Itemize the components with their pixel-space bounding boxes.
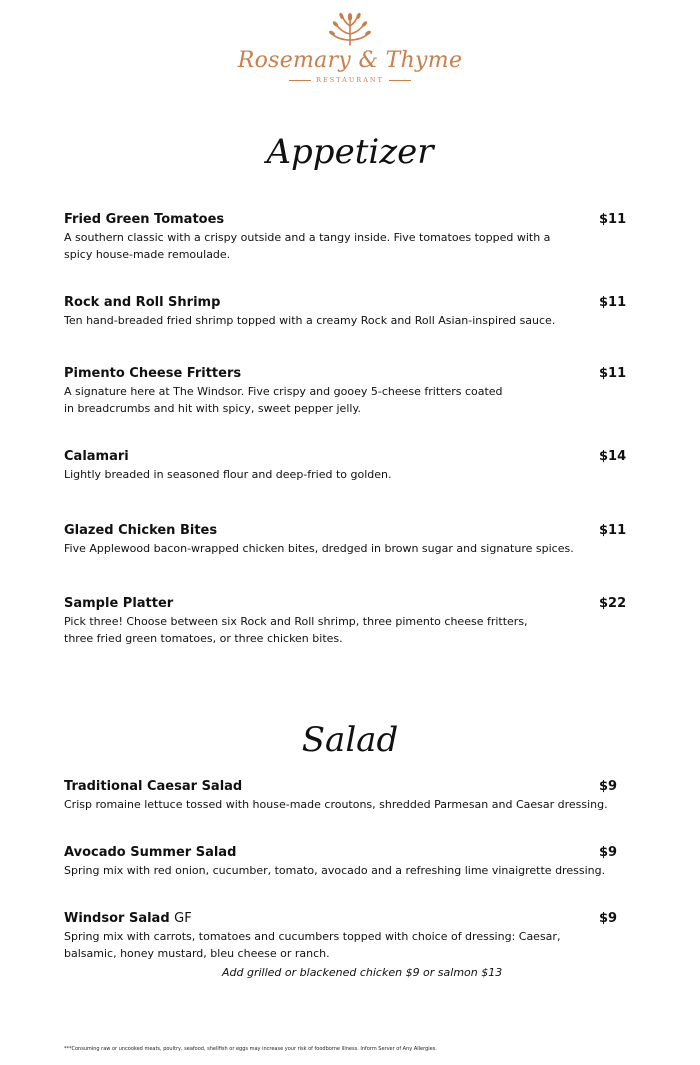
item-description: Crisp romaine lettuce tossed with house-made croutons, shredded Parmesan and Caesar dressing. <box>64 798 608 811</box>
item-description: A signature here at The Windsor. Five crispy and gooey 5-cheese fritters coated in breadcrumbs and hit with spicy, sweet pepper jelly. <box>64 385 503 415</box>
menu-item <box>64 448 644 483</box>
item-price: $11 <box>599 212 627 227</box>
item-name: Pimento Cheese Fritters <box>64 366 242 381</box>
item-price: $9 <box>599 911 618 926</box>
allergy-disclaimer: ***Consuming raw or uncooked meats, poultry, seafood, shellfish or eggs may increase your risk of foodborne illness. Inform Server of Any Allergies. <box>64 1046 437 1052</box>
item-name: Traditional Caesar Salad <box>64 779 243 794</box>
wheat-sprig-icon <box>327 12 373 46</box>
item-description: Spring mix with red onion, cucumber, tomato, avocado and a refreshing lime vinaigrette dressing. <box>64 864 606 877</box>
item-description: Spring mix with carrots, tomatoes and cucumbers topped with choice of dressing: Caesar, balsamic, honey mustard, bleu cheese or ranch. <box>64 930 561 960</box>
menu-item <box>64 365 644 417</box>
gluten-free-tag: GF <box>174 911 192 926</box>
item-price: $14 <box>599 449 627 464</box>
item-description: Five Applewood bacon-wrapped chicken bites, dredged in brown sugar and signature spices. <box>64 542 574 555</box>
item-price: $11 <box>599 295 627 310</box>
restaurant-logo <box>0 12 700 84</box>
menu-item <box>64 522 644 557</box>
menu-item <box>64 595 644 647</box>
item-name: Avocado Summer Salad <box>64 845 237 860</box>
menu-item <box>64 211 644 263</box>
item-description: Lightly breaded in seasoned flour and deep-fried to golden. <box>64 468 392 481</box>
menu-item <box>64 910 644 962</box>
item-price: $11 <box>599 523 627 538</box>
item-price: $9 <box>599 779 618 794</box>
item-description: Ten hand-breaded fried shrimp topped with a creamy Rock and Roll Asian-inspired sauce. <box>64 314 556 327</box>
menu-item <box>64 294 644 329</box>
item-name: Calamari <box>64 449 129 464</box>
brand-name: Rosemary & Thyme <box>237 48 463 73</box>
item-description: A southern classic with a crispy outside and a tangy inside. Five tomatoes topped with a spicy house-made remoulade. <box>64 231 551 261</box>
item-price: $9 <box>599 845 618 860</box>
add-protein-note: Add grilled or blackened chicken $9 or salmon $13 <box>222 966 503 979</box>
item-price: $11 <box>599 366 627 381</box>
appetizer-section-title: Appetizer <box>266 132 434 172</box>
menu-item <box>64 844 644 879</box>
item-description: Pick three! Choose between six Rock and Roll shrimp, three pimento cheese fritters, three fried green tomatoes, or three chicken bites. <box>64 615 528 645</box>
item-name: Glazed Chicken Bites <box>64 523 218 538</box>
item-name: Rock and Roll Shrimp <box>64 295 221 310</box>
brand-subtitle: RESTAURANT <box>0 76 700 84</box>
item-name: Fried Green Tomatoes <box>64 212 225 227</box>
item-name: Sample Platter <box>64 596 174 611</box>
item-name: Windsor Salad GF <box>64 911 192 926</box>
salad-section-title: Salad <box>301 720 399 760</box>
item-price: $22 <box>599 596 627 611</box>
menu-item <box>64 778 644 813</box>
